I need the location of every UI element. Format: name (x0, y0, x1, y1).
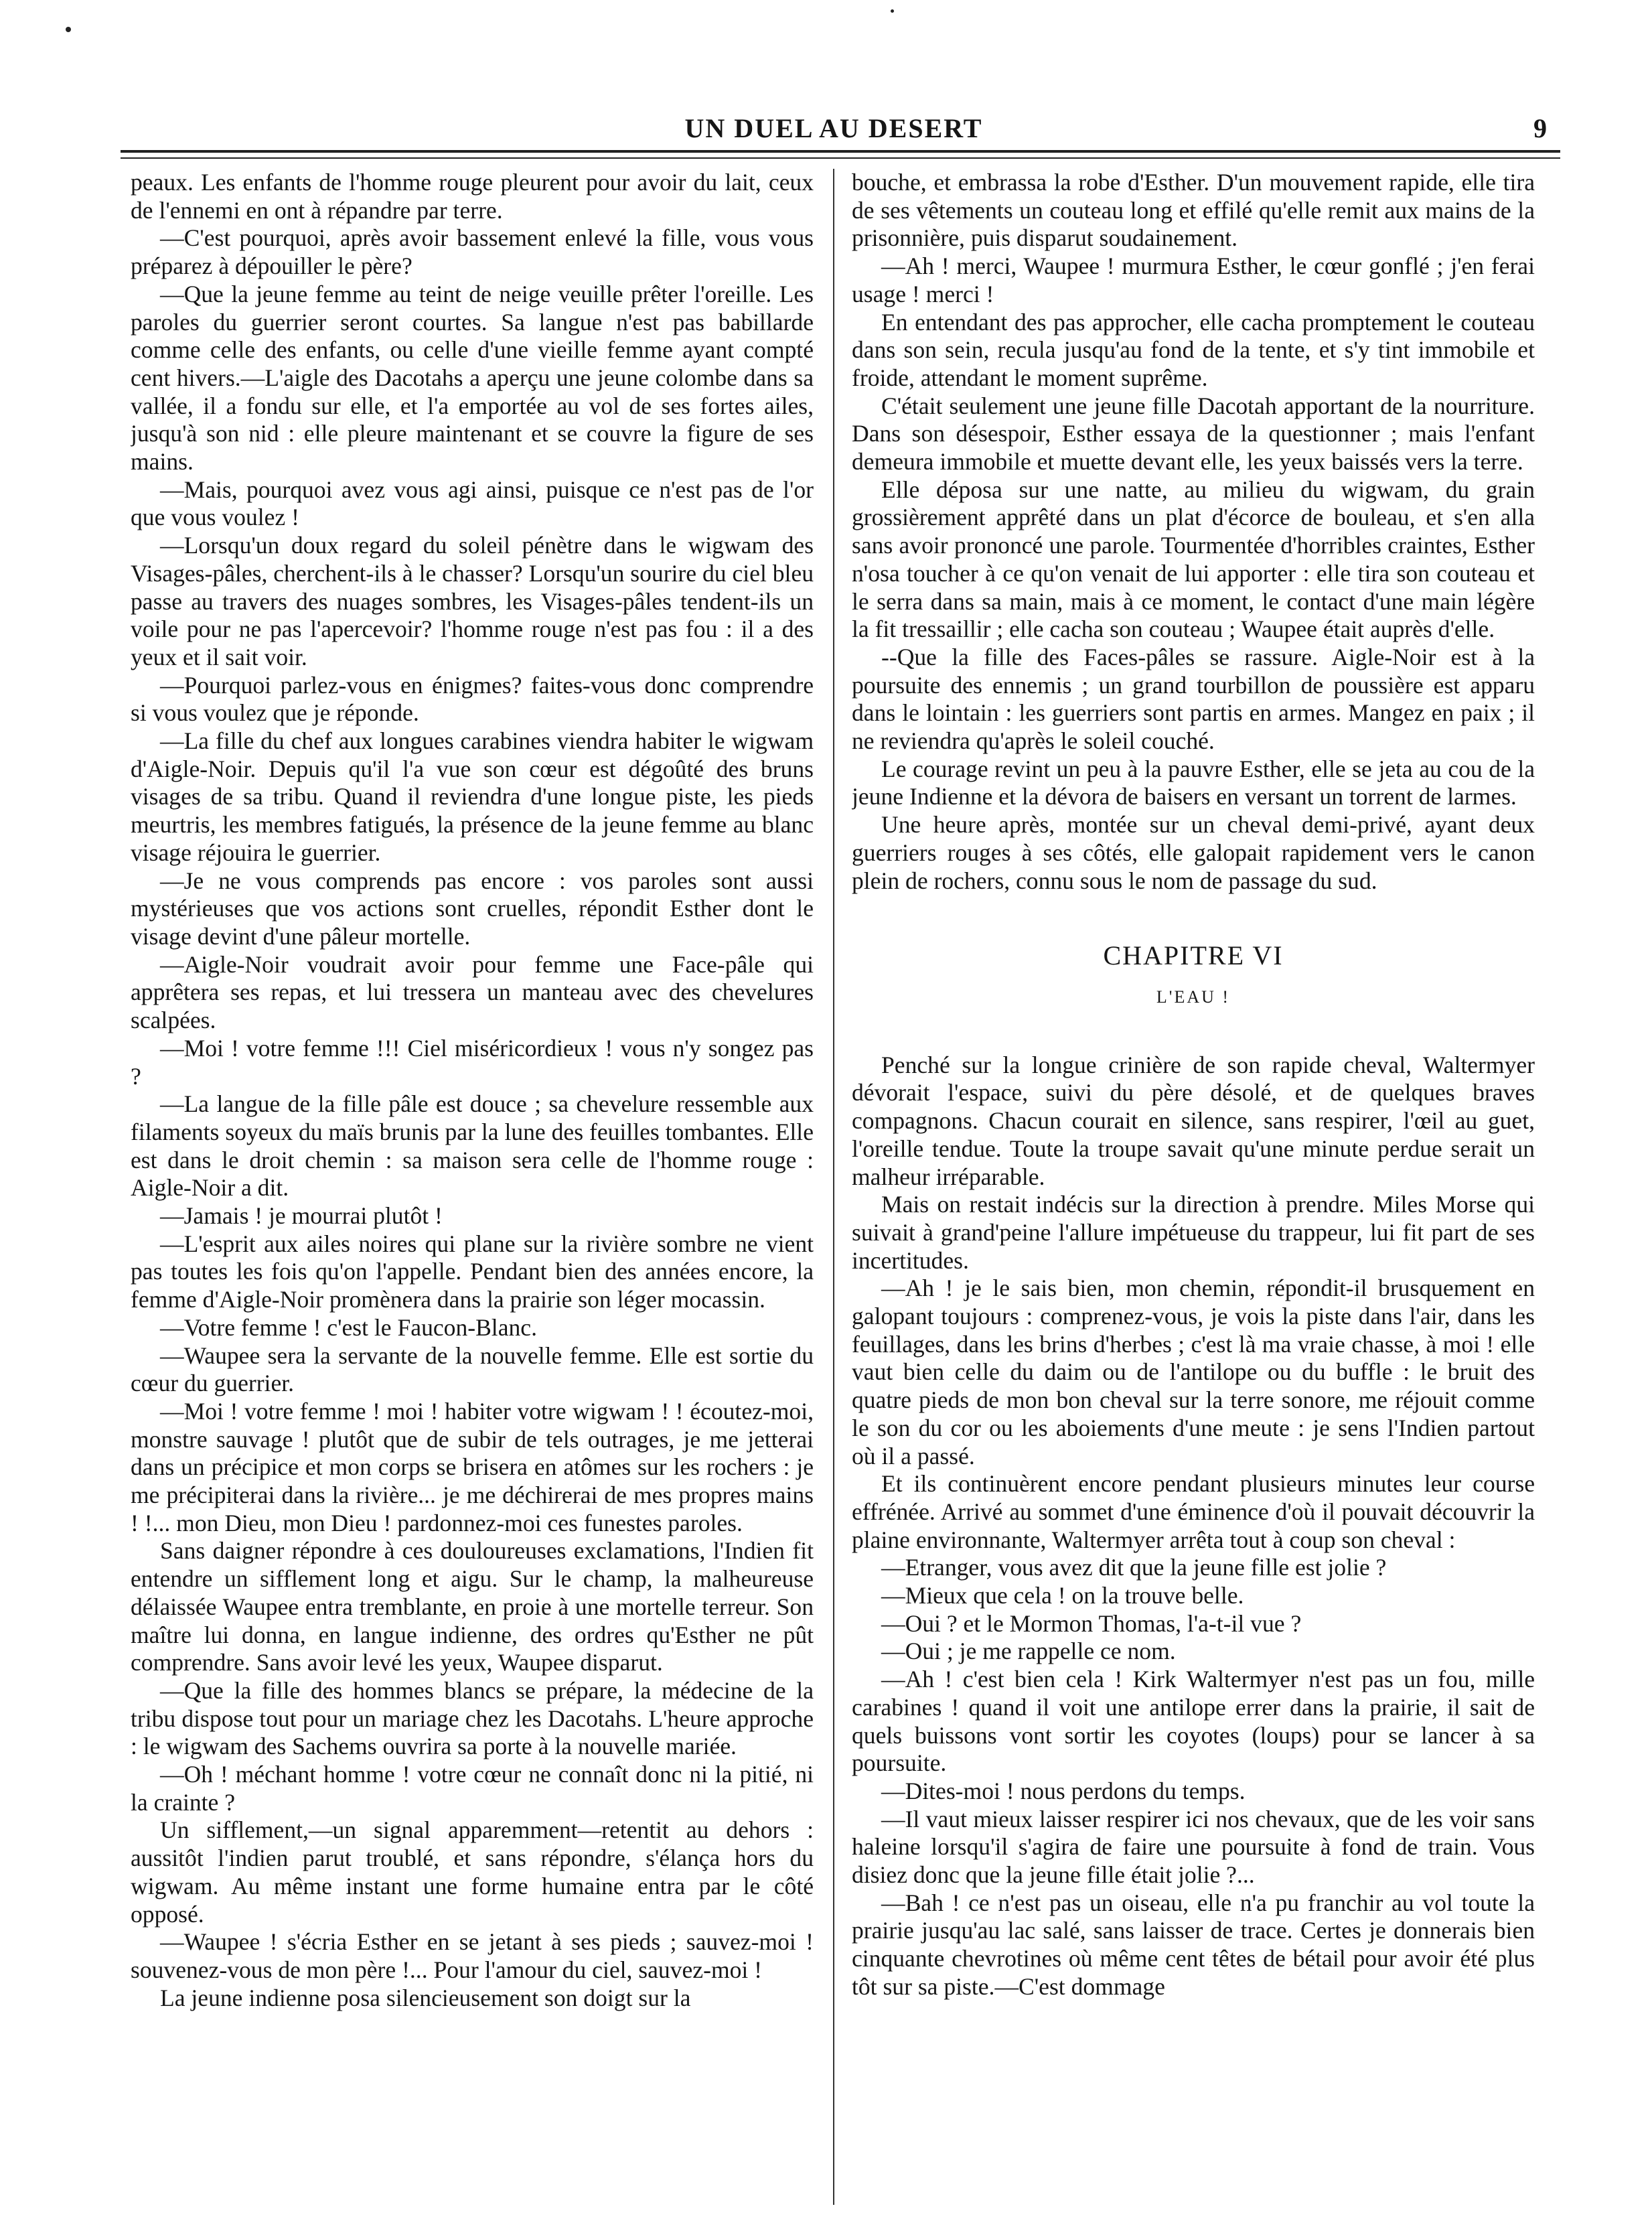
column-divider (833, 169, 834, 2205)
paragraph: Une heure après, montée sur un cheval demi-privé, ayant deux guerriers rouges à ses côtés, elle galopait rapidement vers le canon plein de rochers, connu sous le nom de passage du sud. (852, 811, 1535, 894)
paragraph: Et ils continuèrent encore pendant plusieurs minutes leur course effrénée. Arrivé au sommet d'une éminence d'où il pouvait découvrir la plaine environnante, Waltermyer arrêta tout à coup son cheval : (852, 1470, 1535, 1553)
running-title: UN DUEL AU DESERT (684, 113, 983, 143)
paragraph: —Mais, pourquoi avez vous agi ainsi, puisque ce n'est pas de l'or que vous voulez ! (131, 476, 814, 531)
paragraph: —Oui ? et le Mormon Thomas, l'a-t-il vue ? (881, 1609, 1302, 1637)
paragraph: —Moi ! votre femme !!! Ciel miséricordieux ! vous n'y songez pas ? (131, 1034, 814, 1090)
paragraph: —Ah ! c'est bien cela ! Kirk Waltermyer n'est pas un fou, mille carabines ! quand il voit une antilope errer dans la prairie, il sait de quels buissons vont sortir les coyotes (loups) pour se lancer à sa poursuite. (852, 1666, 1535, 1777)
paragraph: —Waupee ! s'écria Esther en se jetant à ses pieds ; sauvez-moi ! souvenez-vous de mon père !... Pour l'amour du ciel, sauvez-moi ! (131, 1928, 814, 1983)
paragraph: bouche, et embrassa la robe d'Esther. D'un mouvement rapide, elle tira de ses vêtements un couteau long et effilé qu'elle remit aux mains de la prisonnière, puis disparut soudainement. (852, 169, 1535, 252)
paragraph: —Moi ! votre femme ! moi ! habiter votre wigwam ! ! écoutez-moi, monstre sauvage ! plutôt que de subir de tels outrages, je me jetterai dans un précipice et mon corps se brisera en atômes sur les rochers : je me précipiterai dans la rivière... je me déchirerai de mes propres mains ! !... mon Dieu, mon Dieu ! pardonnez-moi ces funestes paroles. (131, 1397, 814, 1536)
paragraph: —C'est pourquoi, après avoir bassement enlevé la fille, vous vous préparez à dépouiller le père? (131, 224, 814, 280)
paragraph: —Pourquoi parlez-vous en énigmes? faites-vous donc comprendre si vous voulez que je réponde. (131, 671, 814, 727)
paragraph: —Waupee sera la servante de la nouvelle femme. Elle est sortie du cœur du guerrier. (131, 1342, 814, 1397)
right-column-text-after-chapter (852, 1052, 1535, 2001)
paragraph: —Bah ! ce n'est pas un oiseau, elle n'a pu franchir au vol toute la prairie jusqu'au lac salé, sans laisser de trace. Certes je donnerais bien cinquante chevrotines où même cent têtes de bétail pour avoir été plus tôt sur sa piste.—C'est dommage (852, 1889, 1535, 2000)
header-rule-thin (121, 157, 1560, 159)
print-speck (891, 9, 894, 13)
paragraph: —Oh ! méchant homme ! votre cœur ne connaît donc ni la pitié, ni la crainte ? (131, 1761, 814, 1816)
right-column (852, 169, 1535, 2205)
paragraph: —Jamais ! je mourrai plutôt ! (160, 1202, 443, 1230)
right-column-text-before-chapter (852, 169, 1535, 895)
paragraph: Mais on restait indécis sur la direction à prendre. Miles Morse qui suivait à grand'peine l'allure impétueuse du trappeur, lui fit part de ses incertitudes. (852, 1191, 1535, 1274)
paragraph: La jeune indienne posa silencieusement son doigt sur la (160, 1984, 691, 2011)
paragraph: En entendant des pas approcher, elle cacha promptement le couteau dans son sein, recula jusqu'au fond de la tente, et s'y tint immobile et froide, attendant le moment suprême. (852, 308, 1535, 391)
paragraph: Penché sur la longue crinière de son rapide cheval, Waltermyer dévorait l'espace, suivi du père désolé, et de quelques braves compagnons. Chacun courait en silence, sans respirer, l'œil au guet, l'oreille tendue. Toute la troupe savait qu'une minute perdue serait un malheur irréparable. (852, 1051, 1535, 1190)
paragraph: —Aigle-Noir voudrait avoir pour femme une Face-pâle qui apprêtera ses repas, et lui tressera un manteau avec des chevelures scalpées. (131, 950, 814, 1034)
paragraph: —Dites-moi ! nous perdons du temps. (881, 1777, 1246, 1804)
print-speck (66, 27, 71, 32)
header-rule-thick (121, 150, 1560, 153)
paragraph: —L'esprit aux ailes noires qui plane sur la rivière sombre ne vient pas toutes les fois qu'on l'appelle. Pendant bien des années encore, la femme d'Aigle-Noir promènera dans la prairie son léger mocassin. (131, 1230, 814, 1313)
paragraph: —La langue de la fille pâle est douce ; sa chevelure ressemble aux filaments soyeux du maïs brunis par la lune des feuilles tombantes. Elle est dans le droit chemin : sa maison sera celle de l'homme rouge : Aigle-Noir a dit. (131, 1090, 814, 1202)
paragraph: —Etranger, vous avez dit que la jeune fille est jolie ? (881, 1554, 1387, 1581)
paragraph: —Lorsqu'un doux regard du soleil pénètre dans le wigwam des Visages-pâles, cherchent-ils à le chasser? Lorsqu'un sourire du ciel bleu passe au travers des nuages sombres, les Visages-pâles tendent-ils un voile pour ne pas l'apercevoir? l'homme rouge n'est pas fou : il a des yeux et il sait voir. (131, 532, 814, 670)
page-number: 9 (1533, 113, 1547, 143)
paragraph: Sans daigner répondre à ces douloureuses exclamations, l'Indien fit entendre un sifflement long et aigu. Sur le champ, la malheureuse délaissée Waupee entra tremblante, en proie à une mortelle terreur. Son maître lui donna, en langue indienne, des ordres qu'Esther ne pût comprendre. Sans avoir levé les yeux, Waupee disparut. (131, 1537, 814, 1676)
paragraph: —Ah ! je le sais bien, mon chemin, répondit-il brusquement en galopant toujours : comprenez-vous, je vois la piste dans l'air, dans les feuillages, dans les brins d'herbes ; c'est là ma vraie chasse, à moi ! elle vaut bien celle du daim ou de l'antilope ou du buffle : le bruit des quatre pieds de mon bon cheval sur la terre sonore, me réjouit comme le son du cor ou les aboiements d'une meute : je sens l'Indien partout où il a passé. (852, 1275, 1535, 1469)
paragraph: —Ah ! merci, Waupee ! murmura Esther, le cœur gonflé ; j'en ferai usage ! merci ! (852, 252, 1535, 307)
paragraph: —Que la jeune femme au teint de neige veuille prêter l'oreille. Les paroles du guerrier seront courtes. Sa langue n'est pas babillarde comme celle des enfants, ou celle d'une vieille femme ayant compté cent hivers.—L'aigle des Dacotahs a aperçu une jeune colombe dans sa vallée, il a fondu sur elle, et l'a emportée au vol de ses fortes ailes, jusqu'à son nid : elle pleure maintenant et se couvre la figure de ses mains. (131, 280, 814, 476)
chapter-title: CHAPITRE VI (1103, 940, 1284, 971)
paragraph: --Que la fille des Faces-pâles se rassure. Aigle-Noir est à la poursuite des ennemis ; un grand tourbillon de poussière est apparu dans le lointain : les guerriers sont partis en armes. Mangez en paix ; il ne reviendra qu'après le soleil couché. (852, 643, 1535, 755)
paragraph: —Que la fille des hommes blancs se prépare, la médecine de la tribu dispose tout pour un mariage chez les Dacotahs. L'heure approche : le wigwam des Sachems ouvrira sa porte à la nouvelle mariée. (131, 1676, 814, 1760)
chapter-subtitle: L'EAU ! (1156, 987, 1231, 1007)
paragraph: —La fille du chef aux longues carabines viendra habiter le wigwam d'Aigle-Noir. Depuis qu'il l'a vue son cœur est dégoûté des bruns visages de sa tribu. Quand il reviendra d'une longue piste, les pieds meurtris, les membres fatigués, la présence de la jeune femme au blanc visage réjouira le guerrier. (131, 727, 814, 866)
left-column (131, 169, 814, 2205)
paragraph: C'était seulement une jeune fille Dacotah apportant de la nourriture. Dans son désespoir, Esther essaya de la questionner ; mais l'enfant demeura immobile et muette devant elle, les yeux baissés vers la terre. (852, 392, 1535, 476)
paragraph: Elle déposa sur une natte, au milieu du wigwam, du grain grossièrement apprêté dans un plat d'écorce de bouleau, et s'en alla sans avoir prononcé une parole. Tourmentée d'horribles craintes, Esther n'osa toucher à ce qu'on venait de lui apporter : elle tira son couteau et le serra dans sa main, mais à ce moment, le contact d'une main légère la fit tressaillir ; elle cacha son couteau ; Waupee était auprès d'elle. (852, 476, 1535, 643)
paragraph: —Il vaut mieux laisser respirer ici nos chevaux, que de les voir sans haleine lorsqu'il s'agira de faire une poursuite à fond de train. Vous disiez donc que la jeune fille était jolie ?... (852, 1805, 1535, 1889)
page-header (121, 113, 1547, 153)
paragraph: peaux. Les enfants de l'homme rouge pleurent pour avoir du lait, ceux de l'ennemi en ont à répandre par terre. (131, 169, 814, 224)
paragraph: —Mieux que cela ! on la trouve belle. (881, 1582, 1244, 1609)
paragraph: —Oui ; je me rappelle ce nom. (881, 1638, 1176, 1665)
paragraph: —Je ne vous comprends pas encore : vos paroles sont aussi mystérieuses que vos actions sont cruelles, répondit Esther dont le visage devint d'une pâleur mortelle. (131, 867, 814, 950)
paragraph: Un sifflement,—un signal apparemment—retentit au dehors : aussitôt l'indien parut troublé, et sans répondre, s'élança hors du wigwam. Au même instant une forme humaine entra par le côté opposé. (131, 1816, 814, 1928)
paragraph: Le courage revint un peu à la pauvre Esther, elle se jeta au cou de la jeune Indienne et la dévora de baisers en versant un torrent de larmes. (852, 755, 1535, 810)
paragraph: —Votre femme ! c'est le Faucon-Blanc. (160, 1313, 537, 1341)
